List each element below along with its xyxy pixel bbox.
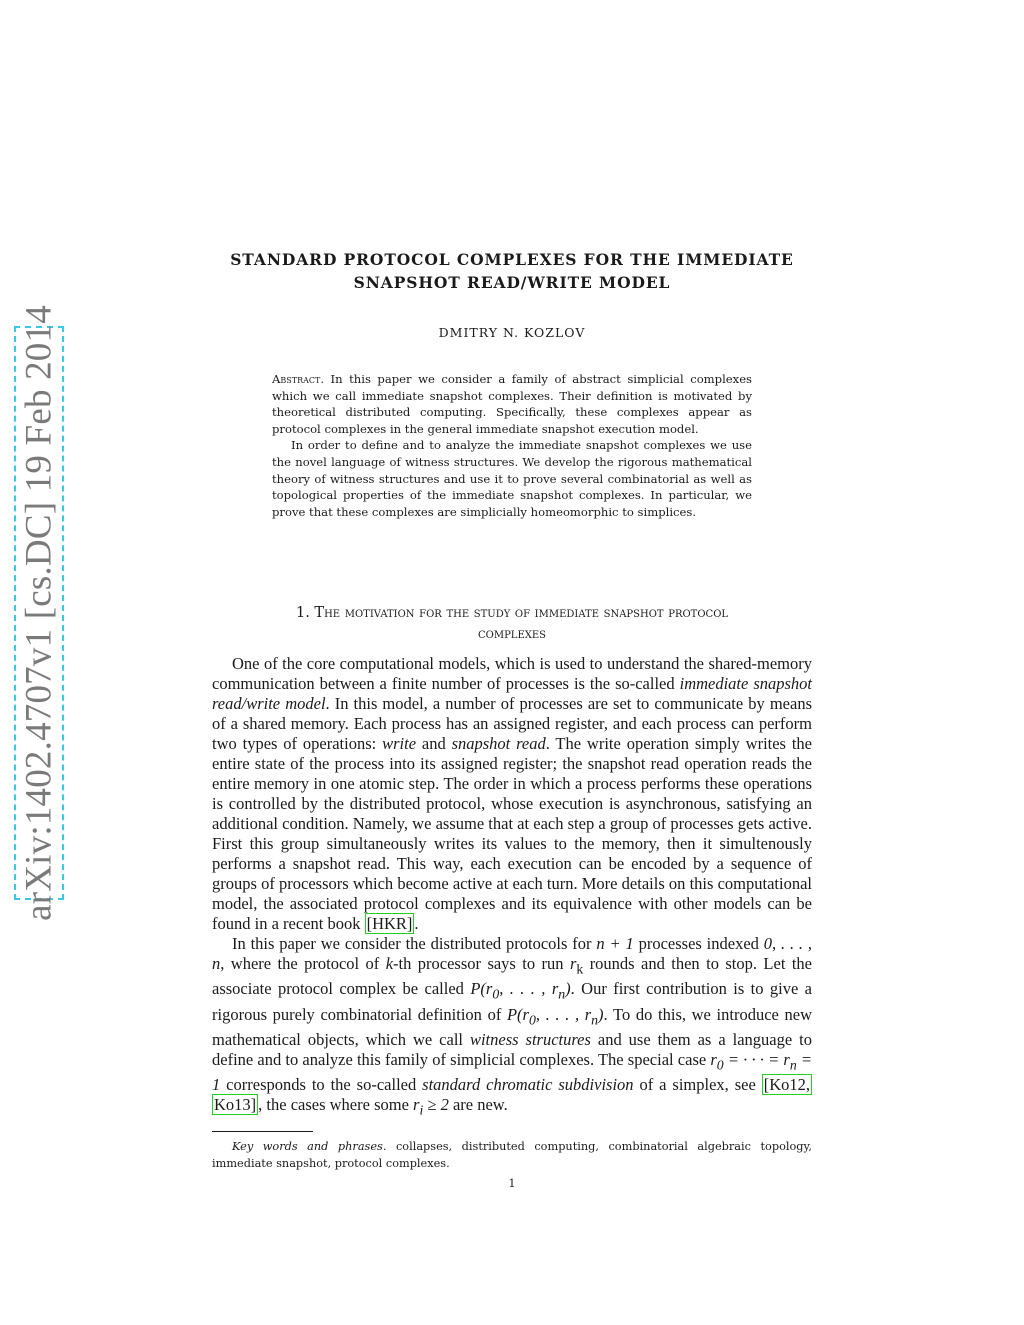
math-complex-2: $P(r_0$, . . . , $r_n$): [506, 1004, 604, 1027]
paper-title: [150, 248, 874, 294]
abstract-para-2: In order to define and to analyze the immediate snapshot complexes we use the novel language of witness structures. We develop the rigorous mathematical theory of witness structures and use it to prove several combinatorial as well as topological properties of the immediate snapshot complexes. In particular, we prove that these complexes are simplicially homeomorphic to simplices.: [272, 438, 752, 519]
section-heading-line-1: 1. The motivation for the study of immediate snapshot protocol: [295, 605, 729, 621]
citation-hkr-link[interactable]: [HKR]: [366, 914, 413, 933]
paragraph-1: One of the core computational models, which is used to understand the shared-memory communication between a finite number of processes is the so-called immediate snapshot read/write model. In this model, a number of processes are set to communicate by means of a shared memory. Each process has an assigned register, and each process can perform two types of operations: write and snapshot read. The write operation simply writes the entire state of the process into its assigned register; the snapshot read operation reads the entire memory in one atomic step. The order in which a process performs these operations is controlled by the distributed protocol, whose execution is asynchronous, satisfying an additional condition. Namely, we assume that at each step a group of processes gets active. First this group simultaneously writes its values to the memory, then it simultenously performs a snapshot read. This way, each execution can be encoded by a sequence of groups of processors which become active at each turn. More details on this computational model, the associated protocol complexes and its equivalence with other models can be found in a recent book [HKR] .: [212, 654, 812, 933]
abstract-text-1: In this paper we consider a family of abstract simplicial complexes which we call immediate snapshot complexes. Their definition is motivated by theoretical distributed computing. Specifically, these complexes appear as protocol complexes in the general immediate snapshot execution model.: [272, 372, 753, 436]
footnote-rule: [212, 1131, 313, 1132]
math-r-k: r: [569, 954, 577, 973]
title-line-1: STANDARD PROTOCOL COMPLEXES FOR THE IMMEDIATE: [230, 250, 794, 269]
math-k: k: [385, 954, 394, 973]
term-standard-chromatic-subdivision: standard chromatic subdivision: [422, 1075, 634, 1095]
abstract-label: Abstract.: [272, 372, 325, 386]
paragraph-2: In this paper we consider the distributed protocols for n + 1 processes indexed 0, . . . , n, where the protocol of k-th processor says to run $r_k$ rounds and then to stop. Let the associate protocol complex be called $P(r_0$, . . . , $r_n$). Our first contribution is to give a rigorous purely combinatorial definition of $P(r_0$, . . . , $r_n$). To do this, we introduce new mathematical objects, which we call witness structures and use them as a language to define and to analyze this family of simplicial complexes. The special case $r_0$ = · · · = $r_n = 1$ corresponds to the so-called standard chromatic subdivision of a simplex, see [Ko12, Ko13] , the cases where some $r_i \ge 2$ are new.: [212, 934, 813, 1118]
body-text: [212, 654, 812, 1120]
term-snapshot-read: snapshot read: [451, 734, 546, 753]
citation-ko13-link[interactable]: Ko13]: [214, 1095, 257, 1115]
footnote-label: Key words and phrases.: [232, 1140, 387, 1153]
math-n-plus-1: n + 1: [596, 934, 634, 953]
page-number: 1: [508, 1177, 516, 1190]
abstract-para-1: [272, 371, 752, 437]
math-r-i: $r_i \ge 2$: [413, 1095, 449, 1118]
arxiv-stamp: [14, 305, 64, 921]
footnote: [212, 1139, 812, 1172]
term-write: write: [382, 734, 417, 753]
section-heading-line-2: complexes: [477, 626, 547, 642]
citation-ko12-link[interactable]: [Ko12,: [763, 1075, 811, 1095]
arxiv-id: arXiv:1402.4707v1 [cs.DC] 19 Feb 2014: [18, 305, 60, 921]
model-name: immediate snapshot read/write model: [212, 674, 812, 713]
abstract: [272, 371, 752, 520]
section-heading: [212, 603, 812, 645]
math-index-range: 0, . . . , n: [212, 934, 813, 973]
math-special-case: $r_0$ = · · · = $r_n = 1$: [212, 1049, 812, 1095]
title-line-2: SNAPSHOT READ/WRITE MODEL: [353, 273, 671, 292]
math-complex-1: $P(r_0$, . . . , $r_n$): [470, 979, 571, 1002]
term-witness-structures: witness structures: [469, 1029, 591, 1049]
footnote-text: collapses, distributed computing, combinatorial algebraic topology, immediate snapshot, protocol complexes.: [212, 1140, 812, 1170]
author: DMITRY N. KOZLOV: [438, 325, 586, 340]
